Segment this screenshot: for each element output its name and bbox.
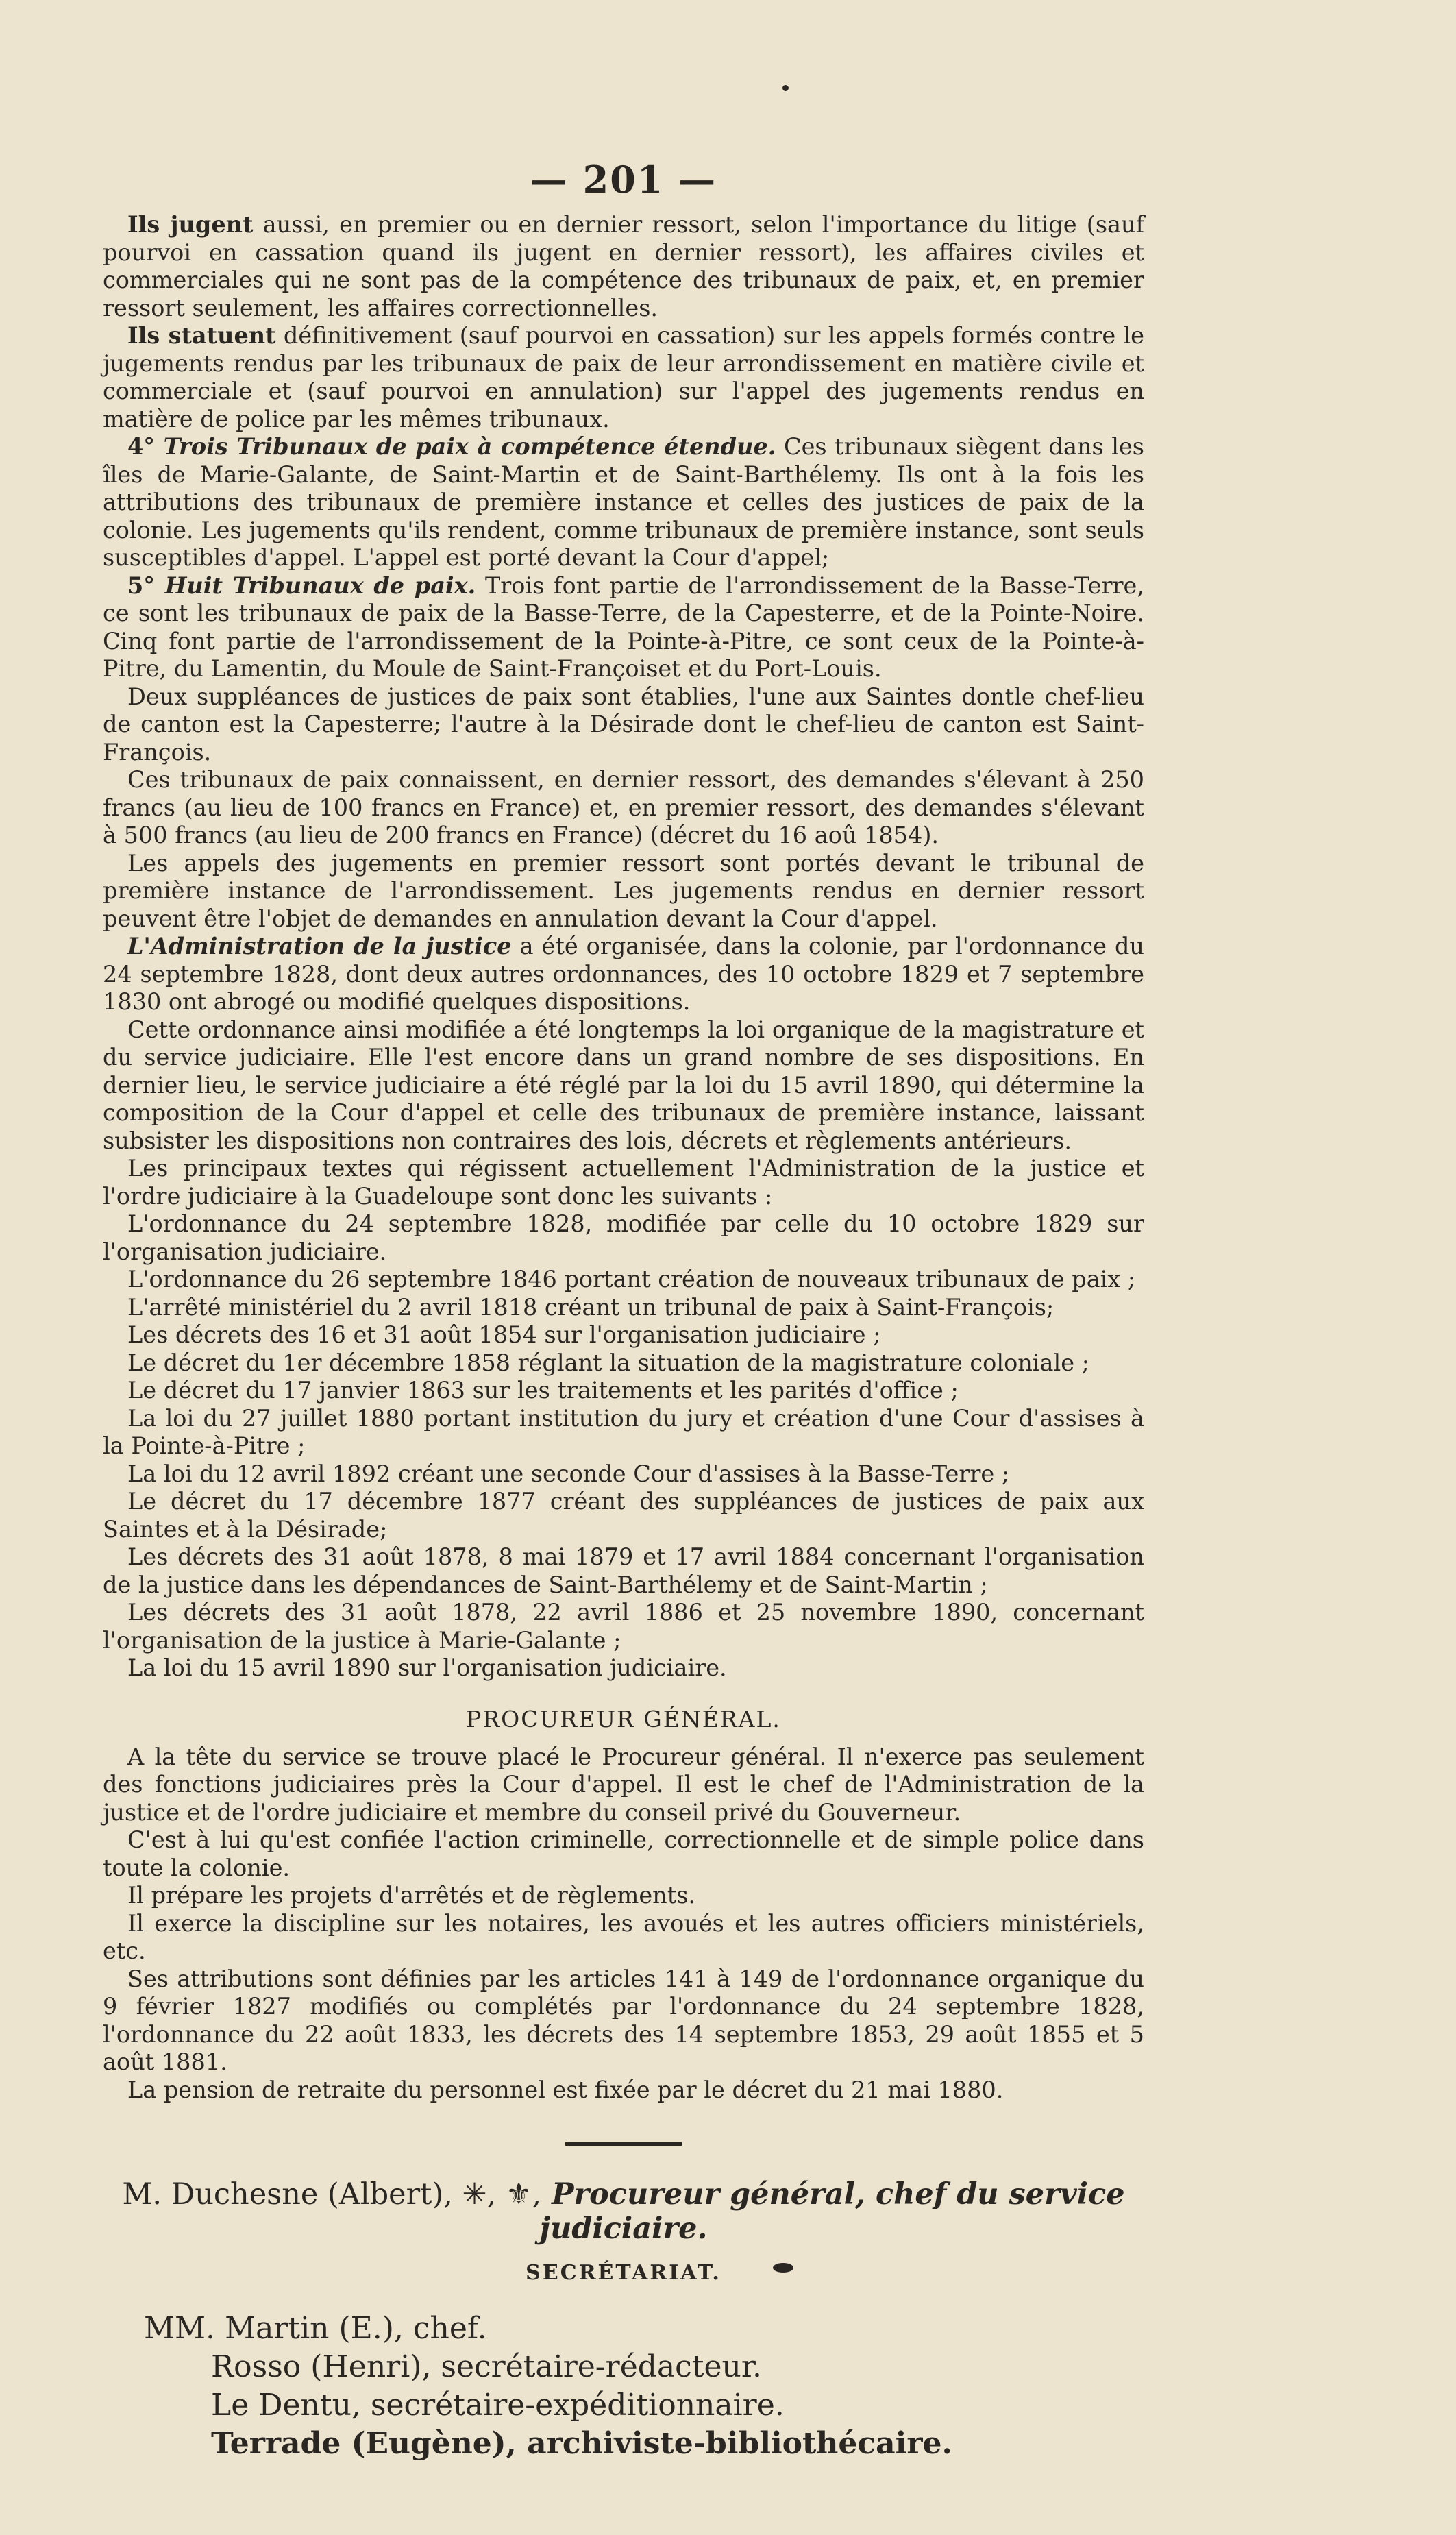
paragraph: Cette ordonnance ainsi modifiée a été longtemps la loi organique de la magistrature et du service judiciaire. Elle l'est encore dans un grand nombre de ses dispositions. En dernier lieu, le service judiciaire a été réglé par la loi du 15 avril 1890, qui détermine la composition de la Cour d'appel et celle des tribunaux de première instance, laissant subsister les dispositions non contraires des lois, décrets et règlements antérieurs. [103, 1016, 1144, 1154]
page [103, 158, 1144, 2463]
paragraph: A la tête du service se trouve placé le Procureur général. Il n'exerce pas seulement des fonctions judiciaires près la Cour d'appel. Il est le chef de l'Administration de la justice et de l'ordre judiciaire et membre du conseil privé du Gouverneur. [103, 1743, 1144, 1826]
official-title: Procureur général, chef du service judiciaire. [539, 2177, 1125, 2246]
paragraph: Ces tribunaux de paix connaissent, en dernier ressort, des demandes s'élevant à 250 francs (au lieu de 100 francs en France) et, en premier ressort, des demandes s'élevant à 500 francs (au lieu de 200 francs en France) (décret du 16 aoû 1854). [103, 766, 1144, 848]
list-item: Les décrets des 31 août 1878, 8 mai 1879 et 17 avril 1884 concernant l'organisation de la justice dans les dépendances de Saint-Barthélemy et de Saint-Martin ; [103, 1543, 1144, 1598]
list-item: La loi du 27 juillet 1880 portant institution du jury et création d'une Cour d'assises à la Pointe-à-Pitre ; [103, 1404, 1144, 1459]
staff-list [103, 2310, 1144, 2463]
paragraph: Ils jugent aussi, en premier ou en dernier ressort, selon l'importance du litige (sauf pourvoi en cassation quand ils jugent en dernier ressort), les affaires civiles et commerciales qui ne sont pas de la compétence des tribunaux de paix, et, en premier ressort seulement, les affaires correctionnelles. [103, 211, 1144, 321]
paragraph: Les appels des jugements en premier ressort sont portés devant le tribunal de première instance de l'arrondissement. Les jugements rendus en dernier ressort peuvent être l'objet de demandes en annulation devant la Cour d'appel. [103, 849, 1144, 932]
secretariat-title: SECRÉTARIAT. [526, 2261, 721, 2285]
list-item: L'ordonnance du 24 septembre 1828, modifiée par celle du 10 octobre 1829 sur l'organisation judiciaire. [103, 1210, 1144, 1265]
list-item: Le décret du 17 janvier 1863 sur les traitements et les parités d'office ; [127, 1377, 959, 1404]
list-item: La loi du 15 avril 1890 sur l'organisation judiciaire. [127, 1654, 727, 1681]
list-item: La loi du 12 avril 1892 créant une seconde Cour d'assises à la Basse-Terre ; [127, 1460, 1010, 1487]
ink-speck [773, 2263, 793, 2273]
paragraph: Ils statuent définitivement (sauf pourvoi en cassation) sur les appels formés contre le jugements rendus par les tribunaux de paix de leur arrondissement en matière civile et commerciale et (sauf pourvoi en annulation) sur l'appel des jugements rendus en matière de police par les mêmes tribunaux. [103, 322, 1144, 432]
paragraph: Deux suppléances de justices de paix sont établies, l'une aux Saintes dontle chef-lieu de canton est la Capesterre; l'autre à la Désirade dont le chef-lieu de canton est Saint-François. [103, 683, 1144, 766]
list-item: Les décrets des 31 août 1878, 22 avril 1886 et 25 novembre 1890, concernant l'organisation de la justice à Marie-Galante ; [103, 1599, 1144, 1654]
paragraph: 4° Trois Tribunaux de paix à compétence étendue. Ces tribunaux siègent dans les îles de Marie-Galante, de Saint-Martin et de Saint-Barthélemy. Ils ont à la fois les attributions des tribunaux de première instance et celles des justices de paix de la colonie. Les jugements qu'ils rendent, comme tribunaux de première instance, sont seuls susceptibles d'appel. L'appel est porté devant la Cour d'appel; [103, 433, 1144, 571]
paragraph: C'est à lui qu'est confiée l'action criminelle, correctionnelle et de simple police dans toute la colonie. [103, 1826, 1144, 1881]
paragraph: 5° Huit Tribunaux de paix. Trois font partie de l'arrondissement de la Basse-Terre, ce sont les tribunaux de paix de la Basse-Terre, de la Capesterre, et de la Pointe-Noire. Cinq font partie de l'arrondissement de la Pointe-à-Pitre, ce sont ceux de la Pointe-à-Pitre, du Lamentin, du Moule de Saint-Françoiset et du Port-Louis. [103, 572, 1144, 682]
section-divider [565, 2142, 682, 2146]
staff-entry: Rosso (Henri), secrétaire-rédacteur. [211, 2349, 763, 2384]
official-name: M. Duchesne (Albert), ✳, ⚜, [122, 2177, 542, 2212]
paragraph: La pension de retraite du personnel est fixée par le décret du 21 mai 1880. [127, 2076, 1004, 2103]
paragraph: Il prépare les projets d'arrêtés et de règlements. [127, 1882, 696, 1909]
paragraph: Ses attributions sont définies par les articles 141 à 149 de l'ordonnance organique du 9 février 1827 modifiés ou complétés par l'ordonnance du 24 septembre 1828, l'ordonnance du 22 août 1833, les décrets des 14 septembre 1853, 29 août 1855 et 5 août 1881. [103, 1965, 1144, 2075]
list-item: Le décret du 1er décembre 1858 réglant la situation de la magistrature coloniale ; [127, 1349, 1089, 1376]
ink-speck [782, 85, 789, 91]
staff-entry: Terrade (Eugène), archiviste-bibliothécaire. [211, 2426, 952, 2461]
paragraph: L'Administration de la justice a été organisée, dans la colonie, par l'ordonnance du 24 septembre 1828, dont deux autres ordonnances, des 10 octobre 1829 et 7 septembre 1830 ont abrogé ou modifié quelques dispositions. [103, 933, 1144, 1015]
list-item: Les décrets des 16 et 31 août 1854 sur l'organisation judiciaire ; [127, 1321, 881, 1348]
section-title: PROCUREUR GÉNÉRAL. [466, 1705, 781, 1732]
staff-entry: MM. Martin (E.), chef. [144, 2311, 487, 2346]
list-item: L'arrêté ministériel du 2 avril 1818 créant un tribunal de paix à Saint-François; [127, 1293, 1054, 1321]
official-heading [103, 2177, 1144, 2246]
page-number: — 201 — [530, 158, 717, 201]
body-text [103, 211, 1144, 2104]
list-item: L'ordonnance du 26 septembre 1846 portant création de nouveaux tribunaux de paix ; [127, 1266, 1136, 1293]
list-item: Le décret du 17 décembre 1877 créant des suppléances de justices de paix aux Saintes et à la Désirade; [103, 1488, 1144, 1543]
staff-entry: Le Dentu, secrétaire-expéditionnaire. [211, 2388, 785, 2423]
paragraph: Il exerce la discipline sur les notaires, les avoués et les autres officiers ministériels, etc. [103, 1909, 1144, 1964]
paragraph: Les principaux textes qui régissent actuellement l'Administration de la justice et l'ordre judiciaire à la Guadeloupe sont donc les suivants : [103, 1155, 1144, 1210]
